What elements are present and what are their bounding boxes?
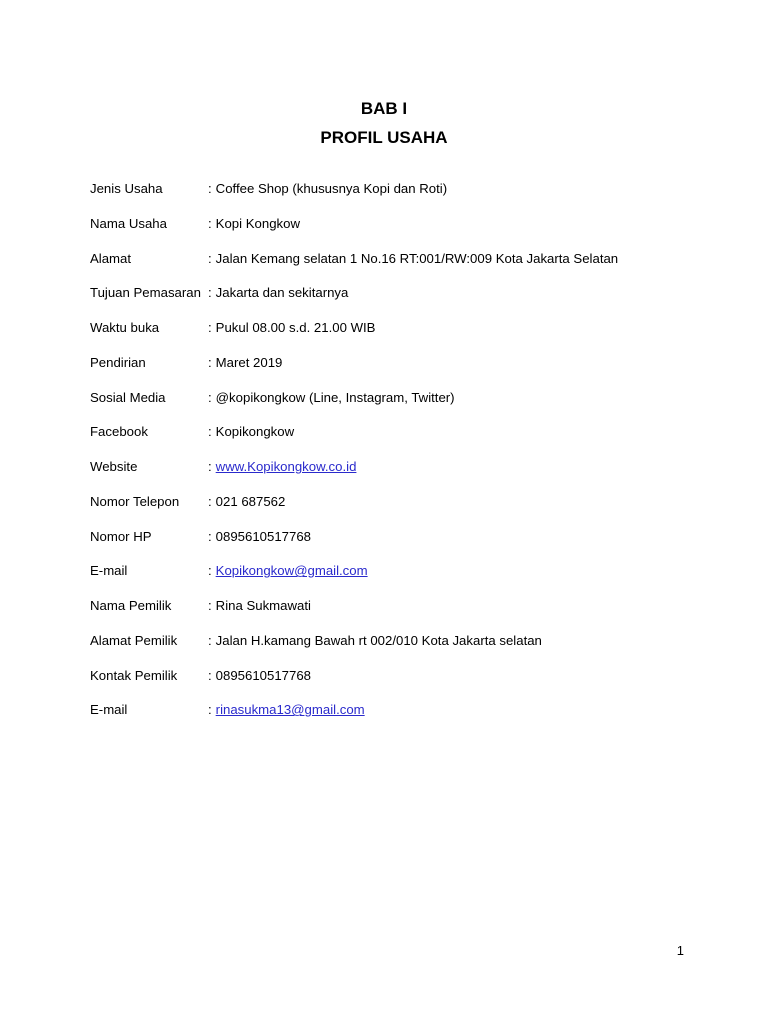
page-number: 1	[676, 943, 684, 958]
profile-value: Jalan Kemang selatan 1 No.16 RT:001/RW:009 Kota Jakarta Selatan	[215, 250, 619, 266]
profile-label: E-mail	[90, 563, 128, 579]
profile-row	[90, 491, 710, 526]
colon-separator: :	[208, 320, 212, 335]
profile-value: Maret 2019	[215, 354, 283, 370]
profile-row	[90, 456, 710, 491]
colon-separator: :	[208, 493, 212, 509]
colon-separator: :	[208, 632, 212, 648]
profile-row	[90, 560, 710, 595]
profile-label: Nama Usaha	[90, 215, 167, 231]
colon-separator: :	[208, 389, 212, 405]
profile-row	[90, 665, 710, 700]
colon-separator: :	[208, 250, 212, 266]
profile-row	[90, 178, 710, 213]
profile-value: 0895610517768	[215, 667, 312, 683]
profile-value: Jalan H.kamang Bawah rt 002/010 Kota Jakarta selatan	[215, 632, 542, 648]
profile-row	[90, 526, 710, 561]
profile-value: @kopikongkow (Line, Instagram, Twitter)	[215, 389, 455, 405]
profile-row	[90, 421, 710, 456]
profile-value	[216, 560, 710, 582]
chapter-heading: BAB I	[360, 99, 408, 118]
profile-value: Jakarta dan sekitarnya	[215, 285, 349, 301]
profile-label: Kontak Pemilik	[90, 667, 178, 683]
website-link[interactable]: www.Kopikongkow.co.id	[215, 459, 357, 474]
email-link[interactable]: Kopikongkow@gmail.com	[215, 563, 368, 579]
profile-row	[90, 248, 710, 283]
profile-label: Facebook	[90, 424, 148, 440]
profile-label: Website	[90, 459, 138, 474]
profile-label: E-mail	[90, 702, 128, 718]
colon-separator: :	[208, 285, 212, 301]
profile-row	[90, 282, 710, 317]
business-profile-list	[90, 178, 710, 734]
profile-label: Nomor Telepon	[90, 493, 180, 509]
profile-label: Jenis Usaha	[90, 181, 163, 196]
profile-label: Nama Pemilik	[90, 598, 172, 613]
colon-separator: :	[208, 667, 212, 683]
profile-value: Kopi Kongkow	[215, 215, 300, 231]
profile-row	[90, 699, 710, 734]
profile-value	[216, 699, 710, 721]
profile-row	[90, 595, 710, 630]
profile-label: Alamat Pemilik	[90, 632, 178, 648]
heading-block	[0, 94, 768, 152]
colon-separator: :	[208, 181, 212, 196]
colon-separator: :	[208, 598, 212, 613]
profile-label: Alamat	[90, 250, 132, 266]
profile-label: Nomor HP	[90, 528, 152, 544]
email-link[interactable]: rinasukma13@gmail.com	[215, 702, 365, 718]
colon-separator: :	[208, 702, 212, 718]
profile-value	[216, 456, 710, 478]
profile-value: Coffee Shop (khususnya Kopi dan Roti)	[215, 181, 448, 196]
profile-value: Rina Sukmawati	[215, 598, 311, 613]
profile-value: 021 687562	[215, 493, 286, 509]
profile-row	[90, 387, 710, 422]
profile-row	[90, 213, 710, 248]
profile-row	[90, 630, 710, 665]
colon-separator: :	[208, 215, 212, 231]
colon-separator: :	[208, 424, 212, 440]
profile-label: Pendirian	[90, 354, 146, 370]
colon-separator: :	[208, 459, 212, 474]
profile-value: 0895610517768	[215, 528, 312, 544]
profile-label: Sosial Media	[90, 389, 166, 405]
profile-row	[90, 352, 710, 387]
colon-separator: :	[208, 528, 212, 544]
profile-label: Waktu buka	[90, 320, 160, 335]
colon-separator: :	[208, 563, 212, 579]
profile-row	[90, 317, 710, 352]
colon-separator: :	[208, 354, 212, 370]
profile-value: Pukul 08.00 s.d. 21.00 WIB	[215, 320, 376, 335]
page-title: PROFIL USAHA	[320, 128, 448, 147]
profile-label: Tujuan Pemasaran	[90, 285, 201, 301]
profile-value: Kopikongkow	[215, 424, 295, 440]
